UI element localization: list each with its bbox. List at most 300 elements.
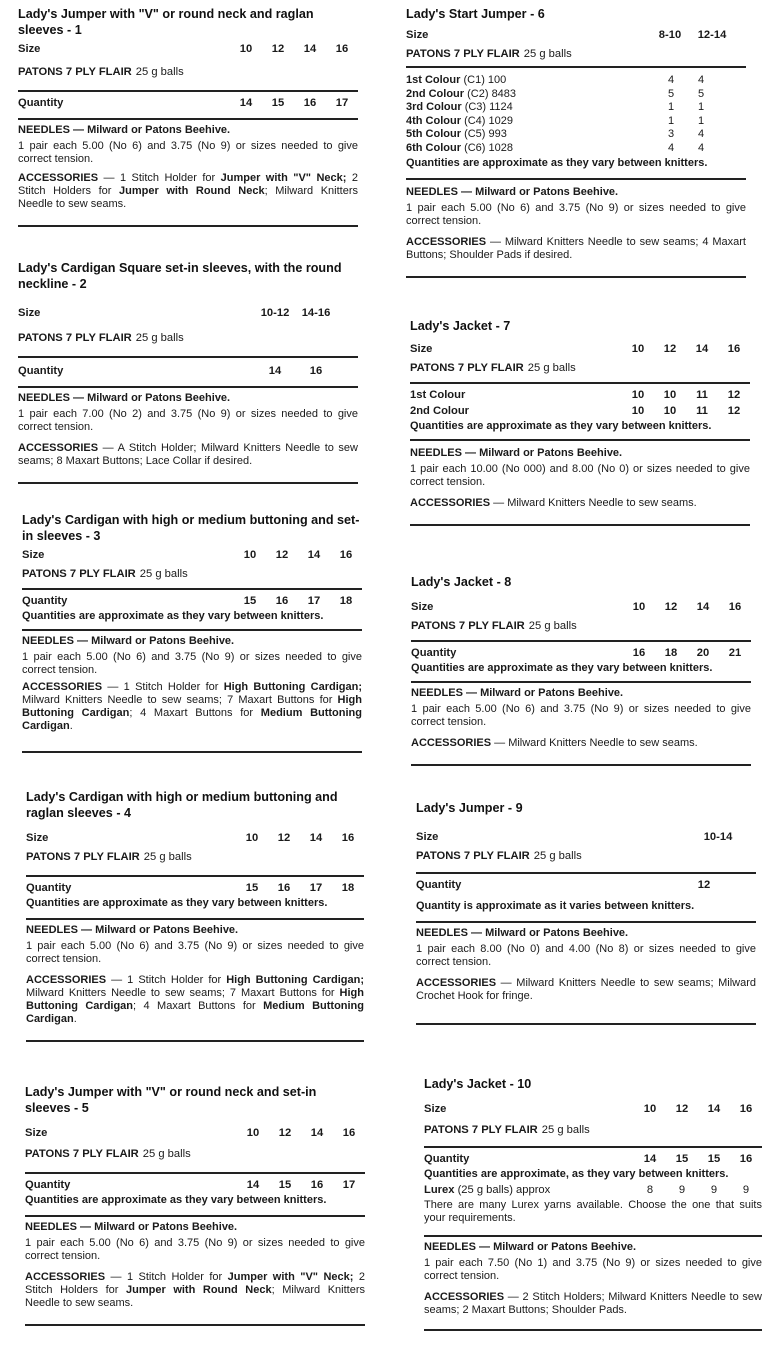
text: Jumper with "V" Neck; <box>227 1271 354 1283</box>
size-value: 10 <box>632 601 646 613</box>
quantity-value: 14 <box>239 97 253 109</box>
quantity-value: 18 <box>339 595 353 607</box>
size-value: 14 <box>310 1127 324 1139</box>
size-value: 12-14 <box>697 29 727 41</box>
size-value: 16 <box>335 43 349 55</box>
size-value: 16 <box>339 549 353 561</box>
text: — A Stitch Holder; Milward Knitters Needle to sew seams; 8 Maxart Buttons; Lace Collar if desired. <box>18 442 358 467</box>
quantity-label: Quantity <box>26 882 72 894</box>
needles-block <box>18 392 358 434</box>
colour-name: 2nd Colour <box>410 405 470 417</box>
colour-name: 1st Colour <box>410 389 466 401</box>
quantity-value: 15 <box>243 595 257 607</box>
divider <box>18 356 358 358</box>
colour-value: 4 <box>667 141 675 154</box>
pattern-card-6 <box>406 6 746 278</box>
lurex-note: There are many Lurex yarns available. Choose the one that suits your requirements. <box>424 1199 762 1224</box>
quantity-value: 14 <box>246 1179 260 1191</box>
size-value: 10 <box>243 549 257 561</box>
size-row <box>424 1102 762 1116</box>
colour-row <box>410 388 750 402</box>
divider <box>416 872 756 874</box>
divider <box>26 1040 364 1042</box>
size-label: Size <box>424 1103 447 1115</box>
quantity-value: 16 <box>739 1153 753 1165</box>
accessories-heading: ACCESSORIES <box>424 1291 505 1303</box>
yarn-line <box>18 62 358 80</box>
quantity-row <box>18 96 358 110</box>
colour-value: 10 <box>663 405 677 417</box>
colour-value: 10 <box>631 389 645 401</box>
size-value: 16 <box>342 1127 356 1139</box>
text: High Buttoning Cardigan; <box>223 681 362 693</box>
quantity-row <box>411 646 751 660</box>
size-label: Size <box>18 43 41 55</box>
text: High Buttoning Cardigan <box>22 694 362 719</box>
divider <box>411 681 751 683</box>
yarn-line <box>411 616 751 634</box>
needles-text: 1 pair each 5.00 (No 6) and 3.75 (No 9) or sizes needed to give correct tension. <box>26 940 364 965</box>
yarn-unit: 25 g balls <box>533 850 582 862</box>
text: Jumper with Round Neck <box>119 185 265 197</box>
text: — 1 Stitch Holder for <box>98 172 221 184</box>
colour-value: 1 <box>697 101 705 113</box>
yarn-name: PATONS 7 PLY FLAIR <box>26 851 140 863</box>
text: — 1 Stitch Holder for <box>105 1271 228 1283</box>
needles-block <box>25 1221 365 1263</box>
quantity-value: 14 <box>643 1153 657 1165</box>
divider <box>25 1215 365 1217</box>
size-label: Size <box>18 307 41 319</box>
size-label: Size <box>410 343 433 355</box>
size-value: 10 <box>246 1127 260 1139</box>
needles-text: 1 pair each 7.50 (No 1) and 3.75 (No 9) or sizes needed to give correct tension. <box>424 1257 762 1282</box>
quantity-note: Quantity is approximate as it varies between knitters. <box>416 900 695 912</box>
colour-value: 4 <box>697 141 705 154</box>
quantity-label: Quantity <box>416 879 462 891</box>
divider <box>25 1172 365 1174</box>
size-label: Size <box>416 831 439 843</box>
quantity-label: Quantity <box>22 595 68 607</box>
size-value: 16 <box>341 832 355 844</box>
card-title: Lady's Jumper with "V" or round neck and set-in sleeves - 5 <box>25 1085 317 1115</box>
quantity-value: 21 <box>728 647 742 659</box>
colour-value: 5 <box>667 87 675 100</box>
yarn-name: PATONS 7 PLY FLAIR <box>411 620 525 632</box>
divider <box>18 482 358 484</box>
quantity-value: 18 <box>664 647 678 659</box>
text: Jumper with "V" Neck; <box>220 172 347 184</box>
size-row <box>22 548 362 562</box>
size-value: 14 <box>696 601 710 613</box>
size-value: 14 <box>695 343 709 355</box>
card-title: Lady's Jumper - 9 <box>416 801 523 815</box>
yarn-unit: 25 g balls <box>143 851 192 863</box>
yarn-name: PATONS 7 PLY FLAIR <box>18 66 132 78</box>
accessories-heading: ACCESSORIES <box>25 1271 106 1283</box>
colour-row <box>406 128 746 142</box>
text: — 1 Stitch Holder for <box>106 974 227 986</box>
yarn-name: PATONS 7 PLY FLAIR <box>406 48 520 60</box>
colour-value: 1 <box>697 114 705 127</box>
yarn-line <box>406 44 746 62</box>
text: Medium Buttoning Cardigan <box>26 1000 364 1025</box>
quantity-value: 18 <box>341 882 355 894</box>
needles-heading: NEEDLES — Milward or Patons Beehive. <box>411 687 624 699</box>
quantity-value: 16 <box>303 97 317 109</box>
colour-name: 3rd Colour <box>406 101 462 113</box>
quantity-row <box>416 878 756 892</box>
text: — 2 Stitch Holders; Milward Knitters Needle to sew seams; 2 Maxart Buttons; Shoulder Pads. <box>424 1291 762 1316</box>
yarn-name: PATONS 7 PLY FLAIR <box>25 1148 139 1160</box>
colour-code: (C2) 8483 <box>467 87 517 100</box>
size-value: 12 <box>277 832 291 844</box>
needles-block <box>18 124 358 166</box>
yarn-line <box>18 328 358 346</box>
size-value: 12 <box>275 549 289 561</box>
card-title: Lady's Jacket - 8 <box>411 575 512 589</box>
text: — 1 Stitch Holder for <box>102 681 224 693</box>
lurex-value: 9 <box>710 1184 718 1196</box>
accessories-heading: ACCESSORIES <box>18 442 99 454</box>
accessories-text <box>410 497 750 510</box>
yarn-name: PATONS 7 PLY FLAIR <box>18 332 132 344</box>
colour-value: 4 <box>697 74 705 86</box>
needles-text: 1 pair each 10.00 (No 000) and 8.00 (No 0) or sizes needed to give correct tension. <box>410 463 750 488</box>
quantity-label: Quantity <box>18 97 64 109</box>
lurex-label: Lurex <box>424 1184 455 1196</box>
size-value: 12 <box>278 1127 292 1139</box>
divider <box>18 386 358 388</box>
yarn-unit: 25 g balls <box>523 48 572 60</box>
divider <box>22 751 362 753</box>
quantity-row <box>22 594 362 608</box>
size-row <box>406 28 746 42</box>
divider <box>26 918 364 920</box>
size-value: 10-12 <box>260 307 290 319</box>
pattern-card-3 <box>22 512 362 753</box>
needles-text: 1 pair each 7.00 (No 2) and 3.75 (No 9) or sizes needed to give correct tension. <box>18 408 358 433</box>
size-value: 14 <box>303 43 317 55</box>
yarn-unit: 25 g balls <box>139 568 188 580</box>
colour-name: 1st Colour <box>406 74 461 86</box>
needles-heading: NEEDLES — Milward or Patons Beehive. <box>18 124 231 136</box>
colour-name: 2nd Colour <box>406 87 465 100</box>
accessories-heading: ACCESSORIES <box>416 977 497 989</box>
card-title: Lady's Jacket - 10 <box>424 1077 532 1091</box>
pattern-card-8 <box>411 574 751 766</box>
quantity-value: 16 <box>275 595 289 607</box>
divider <box>410 382 750 384</box>
accessories-heading: ACCESSORIES <box>411 737 492 749</box>
needles-heading: NEEDLES — Milward or Patons Beehive. <box>26 924 239 936</box>
size-value: 14 <box>307 549 321 561</box>
size-value: 16 <box>739 1103 753 1115</box>
size-row <box>25 1126 365 1140</box>
lurex-value: 8 <box>646 1184 654 1196</box>
quantity-note: Quantities are approximate as they vary between knitters. <box>26 897 328 909</box>
yarn-unit: 25 g balls <box>527 362 576 374</box>
divider <box>406 66 746 68</box>
needles-text: 1 pair each 5.00 (No 6) and 3.75 (No 9) or sizes needed to give correct tension. <box>18 140 358 165</box>
text: 2 Stitch Holders for <box>25 1271 365 1296</box>
text: Jumper with Round Neck <box>126 1284 272 1296</box>
yarn-name: PATONS 7 PLY FLAIR <box>424 1124 538 1136</box>
size-label: Size <box>26 832 49 844</box>
accessories-heading: ACCESSORIES <box>26 974 107 986</box>
card-title: Lady's Jumper with "V" or round neck and raglan sleeves - 1 <box>18 7 314 37</box>
size-value: 10 <box>239 43 253 55</box>
accessories-text <box>22 681 362 733</box>
yarn-line <box>424 1120 762 1138</box>
colour-name: 6th Colour <box>406 141 461 154</box>
quantity-value: 17 <box>342 1179 356 1191</box>
yarn-unit: 25 g balls <box>541 1124 590 1136</box>
size-row <box>26 831 364 845</box>
quantity-row <box>26 881 364 895</box>
pattern-card-1 <box>18 6 358 227</box>
text: 2 Stitch Holders for <box>18 172 358 197</box>
size-value: 8-10 <box>658 29 682 41</box>
colour-row <box>406 115 746 129</box>
divider <box>18 90 358 92</box>
yarn-unit: 25 g balls <box>135 332 184 344</box>
divider <box>22 588 362 590</box>
accessories-text <box>424 1291 762 1317</box>
accessories-text <box>406 236 746 262</box>
colour-value: 5 <box>697 87 705 100</box>
quantity-value: 17 <box>335 97 349 109</box>
size-value: 16 <box>727 343 741 355</box>
quantity-value: 15 <box>278 1179 292 1191</box>
pattern-card-7 <box>410 318 750 526</box>
quantity-note: Quantities are approximate as they vary between knitters. <box>411 662 713 674</box>
text: — Milward Knitters Needle to sew seams. <box>491 737 698 749</box>
colour-row <box>406 142 746 156</box>
size-value: 10-14 <box>703 831 733 843</box>
needles-block <box>424 1241 762 1283</box>
size-value: 14-16 <box>301 307 331 319</box>
card-title: Lady's Jacket - 7 <box>410 319 511 333</box>
accessories-heading: ACCESSORIES <box>410 497 491 509</box>
quantity-value: 15 <box>245 882 259 894</box>
colour-value: 4 <box>667 74 675 86</box>
accessories-text <box>18 442 358 468</box>
quantity-row <box>18 364 358 378</box>
needles-heading: NEEDLES — Milward or Patons Beehive. <box>424 1241 637 1253</box>
colour-code: (C5) 993 <box>464 128 507 140</box>
accessories-text <box>416 977 756 1003</box>
lurex-value: 9 <box>742 1184 750 1196</box>
size-row <box>411 600 751 614</box>
text: . <box>69 720 73 732</box>
size-value: 14 <box>707 1103 721 1115</box>
accessories-heading: ACCESSORIES <box>22 681 103 693</box>
quantity-note: Quantities are approximate as they vary between knitters. <box>22 610 324 622</box>
colour-code: (C3) 1124 <box>464 101 513 113</box>
divider <box>416 921 756 923</box>
divider <box>406 276 746 278</box>
text: ; Milward Knitters Needle to sew seams. <box>25 1284 365 1309</box>
size-value: 10 <box>643 1103 657 1115</box>
divider <box>18 225 358 227</box>
text: — Milward Knitters Needle to sew seams; 4 Maxart Buttons; Shoulder Pads if desired. <box>406 236 746 261</box>
quantity-value: 16 <box>310 1179 324 1191</box>
colour-value: 10 <box>631 405 645 417</box>
colour-code: (C4) 1029 <box>464 114 513 127</box>
accessories-heading: ACCESSORIES <box>406 236 487 248</box>
needles-text: 1 pair each 5.00 (No 6) and 3.75 (No 9) or sizes needed to give correct tension. <box>25 1237 365 1262</box>
size-label: Size <box>411 601 434 613</box>
quantity-label: Quantity <box>25 1179 71 1191</box>
text: . <box>73 1013 77 1025</box>
quantity-label: Quantity <box>411 647 457 659</box>
size-row <box>410 342 750 356</box>
colour-value: 1 <box>667 114 675 127</box>
size-value: 12 <box>675 1103 689 1115</box>
size-label: Size <box>406 29 429 41</box>
card-title: Lady's Cardigan with high or medium buttoning and raglan sleeves - 4 <box>26 790 338 820</box>
quantity-value: 17 <box>309 882 323 894</box>
needles-text: 1 pair each 8.00 (No 0) and 4.00 (No 8) or sizes needed to give correct tension. <box>416 943 756 968</box>
pattern-card-4 <box>26 789 364 1042</box>
size-row <box>18 306 358 320</box>
text: ; 4 Maxart Buttons for <box>133 1000 264 1012</box>
colour-value: 12 <box>727 405 741 417</box>
lurex-unit: (25 g balls) approx <box>457 1184 551 1196</box>
needles-heading: NEEDLES — Milward or Patons Beehive. <box>406 186 619 198</box>
pattern-card-9 <box>416 800 756 1025</box>
quantity-value: 20 <box>696 647 710 659</box>
divider <box>26 875 364 877</box>
colour-name: 4th Colour <box>406 114 461 127</box>
yarn-line <box>22 564 362 582</box>
divider <box>18 118 358 120</box>
text: ; 4 Maxart Buttons for <box>129 707 261 719</box>
text: High Buttoning Cardigan <box>26 987 364 1012</box>
needles-block <box>411 687 751 729</box>
needles-heading: NEEDLES — Milward or Patons Beehive. <box>18 392 231 404</box>
colour-value: 3 <box>667 128 675 140</box>
size-value: 12 <box>663 343 677 355</box>
yarn-unit: 25 g balls <box>135 66 184 78</box>
quantity-value: 15 <box>271 97 285 109</box>
colour-value: 12 <box>727 389 741 401</box>
accessories-text <box>18 172 358 211</box>
text: High Buttoning Cardigan; <box>226 974 364 986</box>
text: Milward Knitters Needle to sew seams; 7 Maxart Buttons for <box>22 694 338 706</box>
quantity-note: Quantities are approximate, as they vary between knitters. <box>424 1168 729 1180</box>
quantity-label: Quantity <box>18 365 64 377</box>
quantity-value: 16 <box>309 365 323 377</box>
size-value: 14 <box>309 832 323 844</box>
divider <box>22 629 362 631</box>
needles-block <box>26 924 364 966</box>
needles-heading: NEEDLES — Milward or Patons Beehive. <box>25 1221 238 1233</box>
quantity-note: Quantities are approximate as they vary between knitters. <box>406 157 708 169</box>
lurex-value: 9 <box>678 1184 686 1196</box>
accessories-text <box>26 974 364 1026</box>
colour-row <box>406 88 746 102</box>
size-value: 12 <box>664 601 678 613</box>
colour-list <box>406 74 746 155</box>
yarn-name: PATONS 7 PLY FLAIR <box>416 850 530 862</box>
quantity-value: 15 <box>675 1153 689 1165</box>
divider <box>410 524 750 526</box>
size-value: 12 <box>271 43 285 55</box>
needles-heading: NEEDLES — Milward or Patons Beehive. <box>22 635 235 647</box>
colour-row <box>406 101 746 115</box>
colour-value: 11 <box>696 389 708 401</box>
divider <box>424 1146 762 1148</box>
quantity-value: 16 <box>632 647 646 659</box>
text: Milward Knitters Needle to sew seams; 7 Maxart Buttons for <box>26 987 340 999</box>
quantity-value: 12 <box>697 879 711 891</box>
divider <box>424 1235 762 1237</box>
yarn-name: PATONS 7 PLY FLAIR <box>410 362 524 374</box>
colour-value: 4 <box>697 128 705 140</box>
size-row <box>416 830 756 844</box>
divider <box>416 1023 756 1025</box>
yarn-line <box>25 1144 365 1162</box>
pattern-card-2 <box>18 260 358 484</box>
quantity-row <box>25 1178 365 1192</box>
quantity-value: 17 <box>307 595 321 607</box>
text: ; Milward Knitters Needle to sew seams. <box>18 185 358 210</box>
needles-block <box>416 927 756 969</box>
needles-heading: NEEDLES — Milward or Patons Beehive. <box>416 927 629 939</box>
yarn-line <box>410 358 750 376</box>
size-value: 16 <box>728 601 742 613</box>
colour-name: 5th Colour <box>406 128 461 140</box>
yarn-line <box>26 847 364 865</box>
card-title: Lady's Cardigan Square set-in sleeves, with the round neckline - 2 <box>18 261 342 291</box>
colour-code: (C6) 1028 <box>464 141 513 154</box>
size-label: Size <box>25 1127 48 1139</box>
quantity-note: Quantities are approximate as they vary between knitters. <box>25 1194 327 1206</box>
colour-row <box>406 74 746 88</box>
needles-block <box>410 447 750 489</box>
size-row <box>18 42 358 56</box>
colour-row <box>410 404 750 418</box>
divider <box>25 1324 365 1326</box>
needles-text: 1 pair each 5.00 (No 6) and 3.75 (No 9) or sizes needed to give correct tension. <box>22 651 362 676</box>
size-values <box>230 42 358 56</box>
quantity-value: 15 <box>707 1153 721 1165</box>
colour-value: 1 <box>667 101 675 113</box>
lurex-row <box>424 1183 762 1197</box>
quantity-note: Quantities are approximate as they vary between knitters. <box>410 420 712 432</box>
colour-value: 10 <box>663 389 677 401</box>
pattern-card-5 <box>25 1084 365 1326</box>
card-title: Lady's Cardigan with high or medium buttoning and set-in sleeves - 3 <box>22 513 360 543</box>
size-value: 10 <box>631 343 645 355</box>
yarn-line <box>416 846 756 864</box>
pattern-card-10 <box>424 1076 762 1331</box>
text: — Milward Knitters Needle to sew seams; Milward Crochet Hook for fringe. <box>416 977 756 1002</box>
divider <box>406 178 746 180</box>
yarn-unit: 25 g balls <box>142 1148 191 1160</box>
quantity-value: 16 <box>277 882 291 894</box>
quantity-label: Quantity <box>424 1153 470 1165</box>
quantity-row <box>424 1152 762 1166</box>
divider <box>411 640 751 642</box>
needles-text: 1 pair each 5.00 (No 6) and 3.75 (No 9) or sizes needed to give correct tension. <box>411 703 751 728</box>
needles-block <box>22 635 362 677</box>
needles-text: 1 pair each 5.00 (No 6) and 3.75 (No 9) or sizes needed to give correct tension. <box>406 202 746 227</box>
colour-value: 11 <box>696 405 708 417</box>
colour-code: (C1) 100 <box>463 74 507 86</box>
